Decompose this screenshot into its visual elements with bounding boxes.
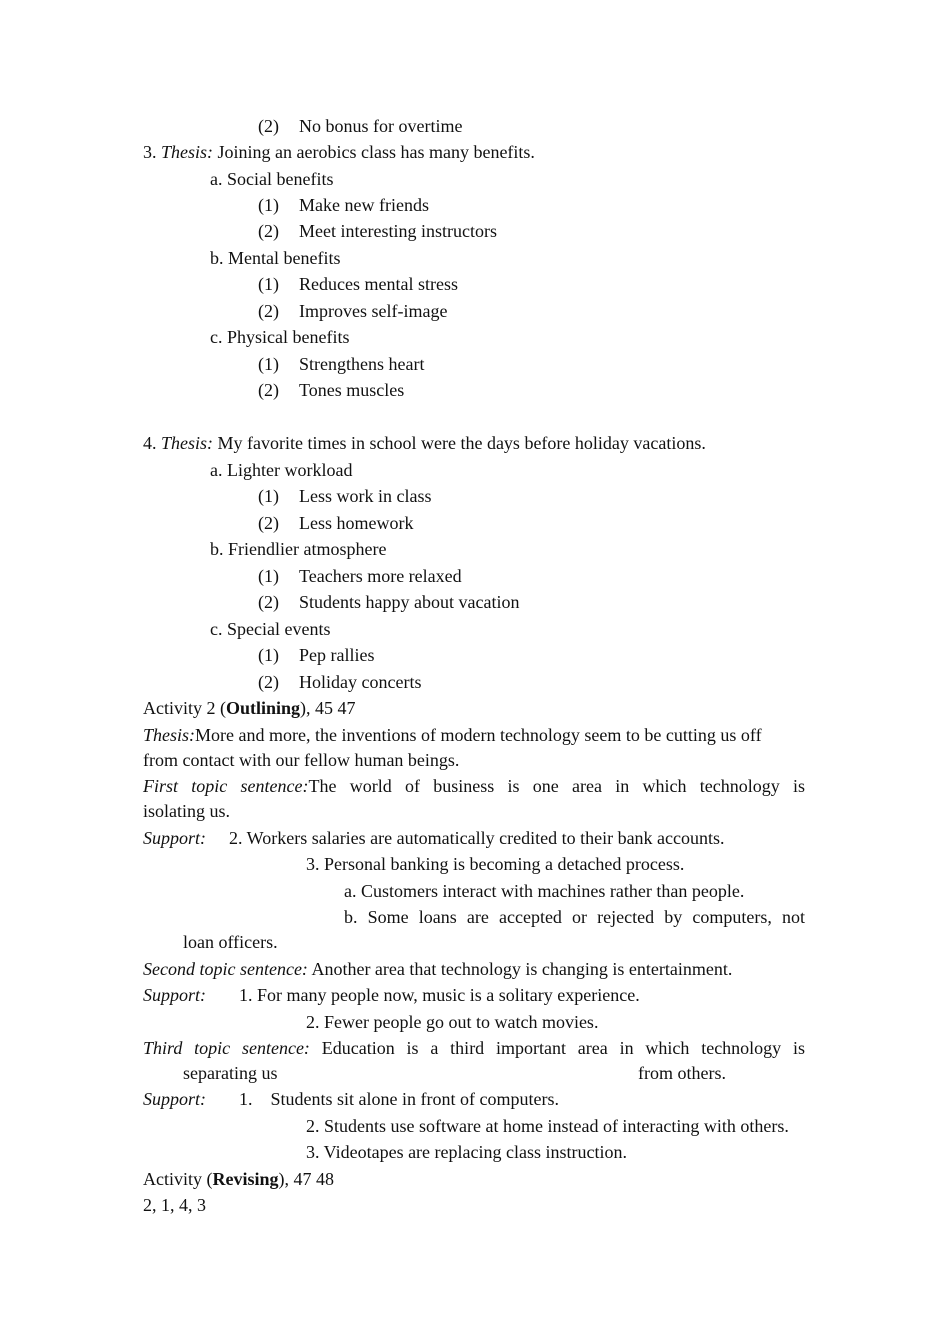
item-number: (1) [258,486,279,506]
list-item [258,591,519,613]
thesis-label: Thesis: [143,725,196,745]
support-subitem: a. Customers interact with machines rather than people. [344,881,745,901]
item-text: Less work in class [299,486,432,506]
item-text: Improves self-image [299,301,448,321]
list-item [258,485,431,507]
support-label-text: Support: [143,1089,206,1109]
second-topic-label: Second topic sentence: [143,959,308,979]
second-topic-text: Another area that technology is changing is entertainment. [311,959,733,979]
item-number: (2) [258,301,279,321]
support-item: 3. Personal banking is becoming a detached process. [306,854,685,874]
thesis-3 [143,141,535,163]
support-item: 1. Students sit alone in front of computers. [239,1089,559,1109]
support-subitem: b. Some loans are accepted or rejected by computers, not [344,907,805,927]
support-item: 2. Students use software at home instead of interacting with others. [306,1116,789,1136]
item-text: Students happy about vacation [299,592,520,612]
subheading: b. Friendlier atmosphere [210,539,387,559]
thesis-number: 3. [143,142,157,162]
list-item [258,644,374,666]
heading-pages: ), 45 47 [300,698,356,718]
item-number: (1) [258,354,279,374]
heading-bold: Outlining [226,698,301,718]
heading-bold: Revising [212,1169,279,1189]
support-label-text: Support: [143,985,206,1005]
support-label [143,827,206,849]
item-number: (1) [258,645,279,665]
third-topic-continued: separating us [183,1063,278,1083]
list-item [258,220,497,242]
support-label [143,1088,206,1110]
thesis-label: Thesis: [161,142,214,162]
item-number: (2) [258,592,279,612]
heading-prefix: Activity ( [143,1169,213,1189]
third-topic-text: Education is a third important area in which technology is [321,1038,806,1058]
support-item: 3. Videotapes are replacing class instruction. [306,1142,627,1162]
subheading: a. Lighter workload [210,460,353,480]
list-item [258,379,404,401]
support-item: 2. Workers salaries are automatically credited to their bank accounts. [229,828,725,848]
item-text: Reduces mental stress [299,274,458,294]
activity-revising-heading [143,1168,334,1190]
item-number: (2) [258,116,279,136]
subheading: c. Special events [210,619,331,639]
thesis-label: Thesis: [161,433,214,453]
heading-pages: ), 47 48 [278,1169,335,1189]
list-item [258,512,413,534]
thesis-text: More and more, the inventions of modern technology seem to be cutting us off [195,725,762,745]
item-text: Holiday concerts [299,672,422,692]
subheading: c. Physical benefits [210,327,350,347]
first-topic-text: The world of business is one area in which technology is [308,776,805,796]
list-item [258,565,462,587]
thesis-4 [143,432,706,454]
item-text: Teachers more relaxed [299,566,462,586]
third-topic-sentence [143,1037,805,1059]
subheading: a. Social benefits [210,169,334,189]
support-label [143,984,206,1006]
heading-prefix: Activity 2 ( [143,698,226,718]
first-topic-sentence [143,775,805,797]
revising-answer: 2, 1, 4, 3 [143,1195,206,1215]
item-text: Make new friends [299,195,429,215]
thesis-line [143,724,762,746]
third-topic-label: Third topic sentence: [143,1038,310,1058]
item-text: Less homework [299,513,414,533]
item-number: (2) [258,380,279,400]
list-item [258,300,447,322]
item-text: Strengthens heart [299,354,425,374]
activity-2-heading [143,697,356,719]
first-topic-continued: isolating us. [143,801,231,821]
thesis-text: Joining an aerobics class has many benefits. [217,142,535,162]
thesis-line-continued: from contact with our fellow human beings. [143,750,460,770]
thesis-text: My favorite times in school were the days before holiday vacations. [217,433,706,453]
list-item [258,671,421,693]
subheading: b. Mental benefits [210,248,341,268]
item-text: Meet interesting instructors [299,221,497,241]
item-text: Pep rallies [299,645,375,665]
support-item: 2. Fewer people go out to watch movies. [306,1012,599,1032]
item-number: (2) [258,513,279,533]
thesis-number: 4. [143,433,157,453]
support-subitem-continued: loan officers. [183,932,278,952]
third-topic-continued-end: from others. [638,1063,726,1083]
item-number: (1) [258,274,279,294]
second-topic-sentence [143,958,732,980]
item-text: Tones muscles [299,380,405,400]
support-label-text: Support: [143,828,206,848]
item-number: (2) [258,672,279,692]
item-text: No bonus for overtime [299,116,463,136]
support-item: 1. For many people now, music is a solitary experience. [239,985,640,1005]
list-item [258,353,424,375]
item-number: (1) [258,195,279,215]
list-item [258,273,458,295]
item-number: (1) [258,566,279,586]
list-item [258,194,429,216]
list-item [258,115,462,137]
first-topic-label: First topic sentence: [143,776,309,796]
item-number: (2) [258,221,279,241]
